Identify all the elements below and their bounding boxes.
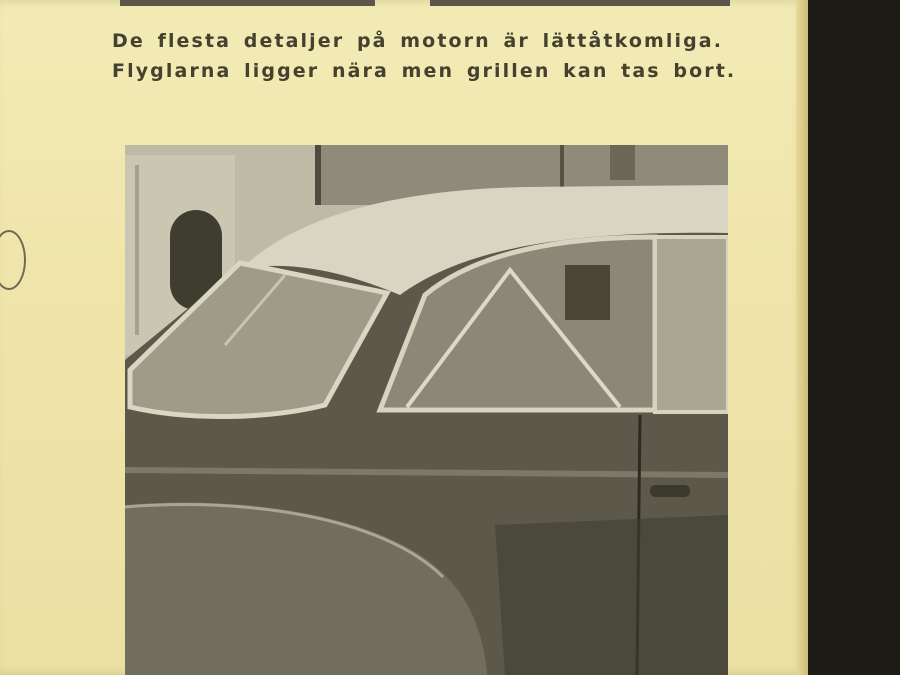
car-rear-window-photo-icon (125, 145, 728, 675)
top-photo-edge-right (430, 0, 730, 6)
page-edge (796, 0, 808, 675)
car-photo (125, 145, 728, 675)
caption-line-2: Flyglarna ligger nära men grillen kan tas bort. (112, 60, 737, 82)
margin-circle-mark (0, 230, 26, 290)
top-photo-edge-left (120, 0, 375, 6)
photo-caption (112, 26, 737, 86)
caption-line-1: De flesta detaljer på motorn är lättåtkomliga. (112, 30, 724, 52)
